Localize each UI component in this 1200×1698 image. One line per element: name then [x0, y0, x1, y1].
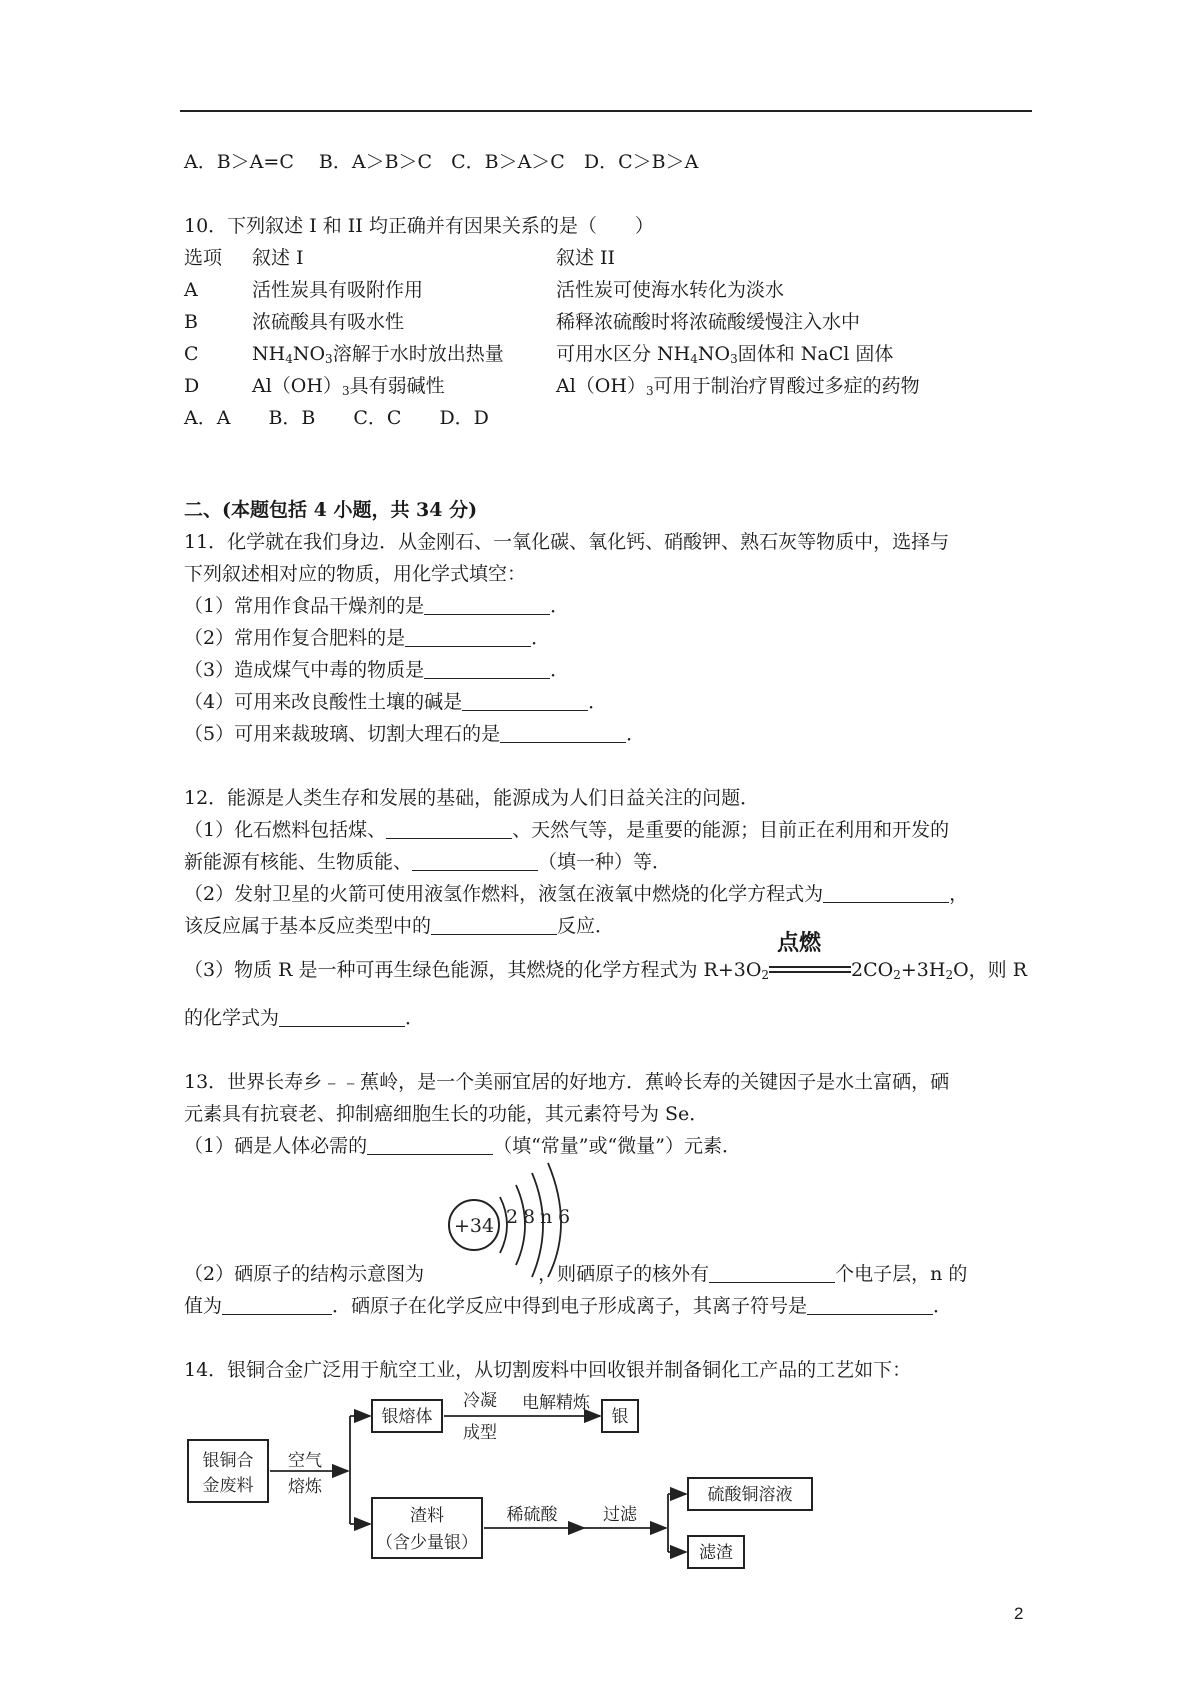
- q10-row-a-statement-2: 活性炭可使海水转化为淡水: [556, 279, 785, 301]
- q11-item-1: （1）常用作食品干燥剂的是 ．: [184, 595, 570, 617]
- q11-item-4: （4）可用来改良酸性土壤的碱是 ．: [184, 691, 608, 713]
- electron-count-shell-4: 6: [558, 1206, 571, 1228]
- answer-blank[interactable]: [405, 626, 531, 647]
- section-2-heading: 二、(本题包括 4 小题，共 34 分): [184, 499, 478, 521]
- flow-label-slag-1: 渣料: [410, 1506, 444, 1526]
- answer-blank[interactable]: [412, 850, 538, 871]
- q9-options: A．B＞A=C B．A＞B＞C C．B＞A＞C D．C＞B＞A: [184, 151, 699, 173]
- q10-row-d-statement-1: $Al(OH)_3$具有弱碱性: [252, 375, 445, 398]
- q12-stem: 12．能源是人类生存和发展的基础，能源成为人们日益关注的问题．: [184, 787, 760, 809]
- flow-label-residue: 滤渣: [699, 1543, 733, 1563]
- q12-part-1-line-2: 新能源有核能、生物质能、 （填一种）等．: [184, 851, 672, 873]
- flow-label-electrorefining: 电解精炼: [522, 1393, 590, 1413]
- answer-blank[interactable]: [807, 1294, 933, 1315]
- q10-header-option: 选项: [184, 247, 223, 269]
- q10-stem: 10．下列叙述 I 和 II 均正确并有因果关系的是（ ）: [184, 215, 654, 237]
- reaction-condition-arrow: [769, 931, 851, 978]
- flow-label-filtration: 过滤: [603, 1505, 637, 1525]
- selenium-atom-structure-diagram: [444, 1160, 584, 1278]
- q10-row-a-option: A: [184, 279, 198, 301]
- answer-blank[interactable]: [386, 818, 512, 839]
- answer-blank[interactable]: [462, 690, 588, 711]
- q12-part-3-line-1: （3）物质 R 是一种可再生绿色能源，其燃烧的化学方程式为 $R+3O_2$ 点燃 $2CO_2+3H_2O$，则 R: [184, 931, 1028, 982]
- flow-label-raw-1: 银铜合: [202, 1451, 254, 1471]
- atom-nucleus-charge: +34: [453, 1215, 495, 1237]
- q13-part-2-line-1: （2）硒原子的结构示意图为 ，则硒原子的核外有 个电子层，n 的: [184, 1263, 968, 1285]
- q10-row-c-statement-2: 可用水区分 $NH_4NO_3$固体和 NaCl 固体: [556, 343, 894, 366]
- flow-label-shaping: 成型: [463, 1423, 497, 1443]
- q11-item-3: （3）造成煤气中毒的物质是 ．: [184, 659, 570, 681]
- answer-blank[interactable]: [279, 1006, 405, 1027]
- q10-row-c-statement-1: $NH_4NO_3$溶解于水时放出热量: [252, 343, 504, 366]
- answer-blank[interactable]: [424, 658, 550, 679]
- flow-label-raw-2: 金废料: [202, 1476, 254, 1496]
- flow-label-smelting: 熔炼: [288, 1477, 322, 1497]
- q13-part-1: （1）硒是人体必需的 （填“常量”或“微量”）元素．: [184, 1135, 741, 1157]
- q12-part-2-line-2: 该反应属于基本反应类型中的 反应．: [184, 915, 615, 937]
- flow-label-dilute-sulfuric-acid: 稀硫酸: [506, 1505, 558, 1525]
- q11-item-5: （5）可用来裁玻璃、切割大理石的是 ．: [184, 723, 646, 745]
- answer-blank[interactable]: [709, 1262, 835, 1283]
- electron-count-shell-2: 8: [523, 1206, 536, 1228]
- answer-blank[interactable]: [367, 1134, 493, 1155]
- flow-label-slag-2: （含少量银）: [376, 1533, 478, 1553]
- reaction-condition: 点燃: [777, 931, 822, 956]
- q12-part-2-line-1: （2）发射卫星的火箭可使用液氢作燃料，液氢在液氧中燃烧的化学方程式为 ，: [184, 883, 969, 905]
- q13-part-2-line-2: 值为 ．硒原子在化学反应中得到电子形成离子，其离子符号是 ．: [184, 1295, 953, 1317]
- q11-stem-line-1: 11．化学就在我们身边．从金刚石、一氧化碳、氧化钙、硝酸钾、熟石灰等物质中，选择与: [184, 531, 950, 553]
- electron-count-shell-3: n: [540, 1206, 553, 1228]
- flow-label-silver-melt: 银熔体: [381, 1407, 433, 1427]
- q10-row-b-statement-1: 浓硫酸具有吸水性: [252, 311, 405, 333]
- answer-blank[interactable]: [424, 594, 550, 615]
- q10-options: A．A B．B C．C D．D: [184, 407, 489, 429]
- q11-item-2: （2）常用作复合肥料的是 ．: [184, 627, 551, 649]
- flow-label-copper-sulfate: 硫酸铜溶液: [707, 1485, 793, 1505]
- q14-stem: 14．银铜合金广泛用于航空工业，从切割废料中回收银并制备铜化工产品的工艺如下：: [184, 1359, 912, 1381]
- flow-label-silver: 银: [611, 1407, 629, 1427]
- q12-part-3-line-2: 的化学式为 ．: [184, 1007, 425, 1029]
- q10-header-statement-2: 叙述 II: [556, 247, 616, 269]
- q10-row-d-option: D: [184, 375, 200, 397]
- q13-stem-line-2: 元素具有抗衰老、抑制癌细胞生长的功能，其元素符号为 Se．: [184, 1103, 709, 1125]
- answer-blank[interactable]: [500, 722, 626, 743]
- flow-label-condense: 冷凝: [463, 1391, 497, 1411]
- electron-count-shell-1: 2: [506, 1206, 519, 1228]
- q13-stem-line-1: 13．世界长寿乡﹣﹣蕉岭，是一个美丽宜居的好地方．蕉岭长寿的关键因子是水土富硒，硒: [184, 1071, 950, 1093]
- page-number: 2: [1014, 1604, 1024, 1623]
- answer-blank[interactable]: [823, 882, 949, 903]
- q10-row-c-option: C: [184, 343, 199, 365]
- q14-process-flowchart: [180, 1382, 860, 1582]
- flow-label-air: 空气: [288, 1451, 322, 1471]
- answer-blank[interactable]: [431, 914, 557, 935]
- q10-row-d-statement-2: $Al(OH)_3$可用于制治疗胃酸过多症的药物: [556, 375, 920, 398]
- header-rule: [180, 110, 1032, 112]
- q11-stem-line-2: 下列叙述相对应的物质，用化学式填空：: [184, 563, 527, 585]
- q10-row-b-statement-2: 稀释浓硫酸时将浓硫酸缓慢注入水中: [556, 311, 861, 333]
- q12-part-1-line-1: （1）化石燃料包括煤、 、天然气等，是重要的能源；目前正在利用和开发的: [184, 819, 950, 841]
- q10-header-statement-1: 叙述 I: [252, 247, 304, 269]
- q10-row-a-statement-1: 活性炭具有吸附作用: [252, 279, 424, 301]
- answer-blank[interactable]: [222, 1294, 332, 1315]
- q10-row-b-option: B: [184, 311, 198, 333]
